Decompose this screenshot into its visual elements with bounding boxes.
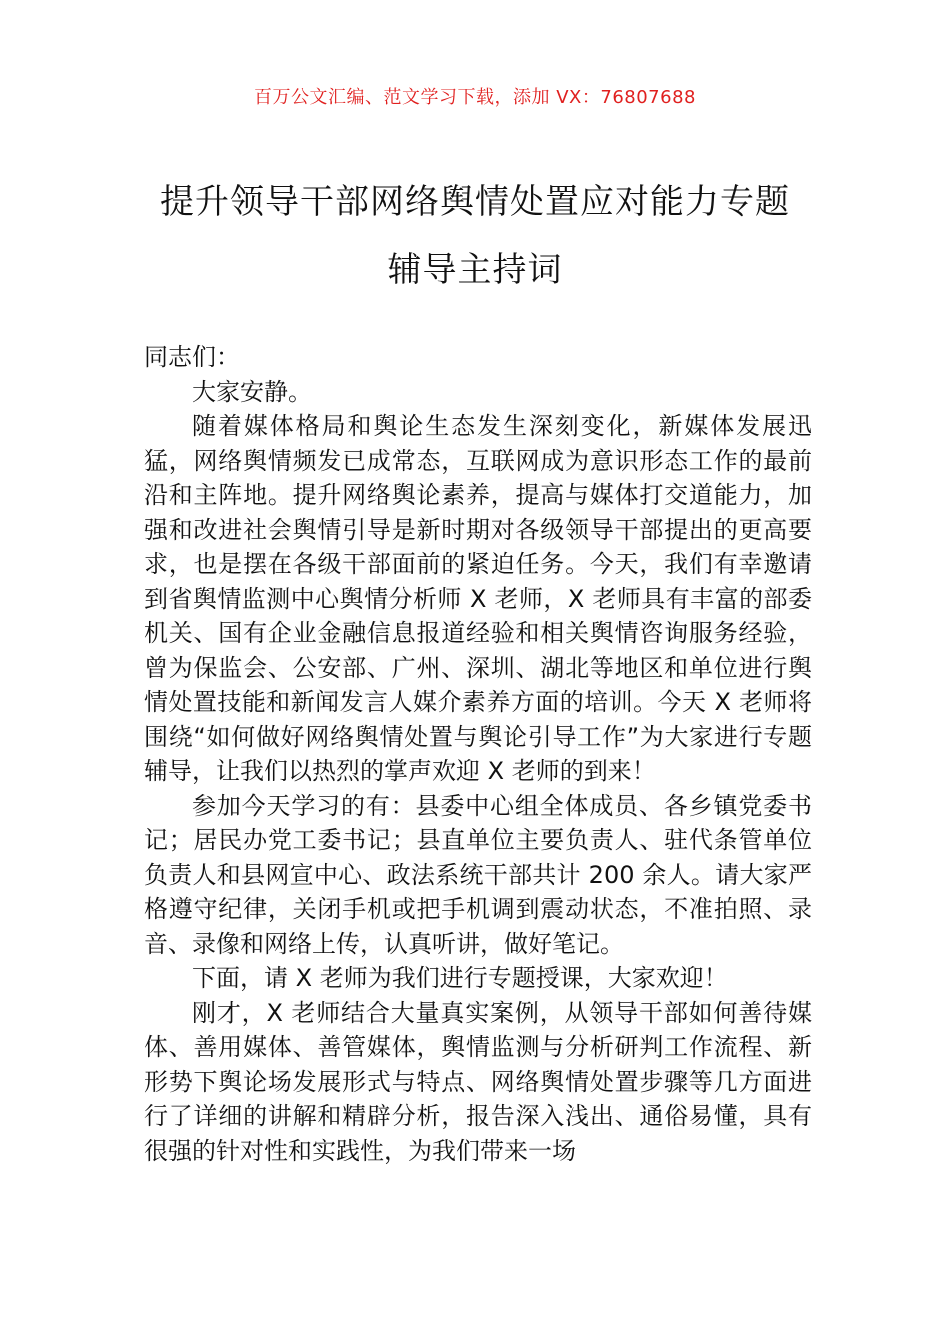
paragraph-4: 下面，请 X 老师为我们进行专题授课，大家欢迎！ — [192, 964, 728, 992]
watermark-header-note: 百万公文汇编、范文学习下载，添加 VX：76807688 — [254, 87, 696, 108]
paragraph-2: 随着媒体格局和舆论生态发生深刻变化，新媒体发展迅猛，网络舆情频发已成常态，互联网成为意识形态工作的最前沿和主阵地。提升网络舆论素养，提高与媒体打交道能力，加强和改进社会舆情引导是新时期对各级领导干部提出的更高要求，也是摆在各级干部面前的紧迫任务。今天，我们有幸邀请到省舆情监测中心舆情分析师 X 老师，X 老师具有丰富的部委机关、国有企业金融信息报道经验和相关舆情咨询服务经验，曾为保监会、公安部、广州、深圳、湖北等地区和单位进行舆情处置技能和新闻发言人媒介素养方面的培训。今天 X 老师将围绕“如何做好网络舆情处置与舆论引导工作”为大家进行专题辅导，让我们以热烈的掌声欢迎 X 老师的到来！ — [144, 412, 812, 785]
document-title-line-1: 提升领导干部网络舆情处置应对能力专题 — [160, 182, 790, 222]
paragraph-3: 参加今天学习的有：县委中心组全体成员、各乡镇党委书记；居民办党工委书记；县直单位主要负责人、驻代条管单位负责人和县网宣中心、政法系统干部共计 200 余人。请大家严格遵守纪律，关闭手机或把手机调到震动状态，不准拍照、录音、录像和网络上传，认真听讲，做好笔记。 — [144, 791, 812, 958]
paragraph-1: 大家安静。 — [192, 377, 312, 406]
document-title-line-2: 辅导主持词 — [387, 250, 563, 290]
document-body — [144, 340, 812, 1168]
paragraph-5: 刚才，X 老师结合大量真实案例，从领导干部如何善待媒体、善用媒体、善管媒体，舆情监测与分析研判工作流程、新形势下舆论场发展形式与特点、网络舆情处置步骤等几方面进行了详细的讲解和精辟分析，报告深入浅出、通俗易懂，具有很强的针对性和实践性，为我们带来一场 — [144, 998, 812, 1165]
salutation: 同志们： — [144, 343, 240, 371]
